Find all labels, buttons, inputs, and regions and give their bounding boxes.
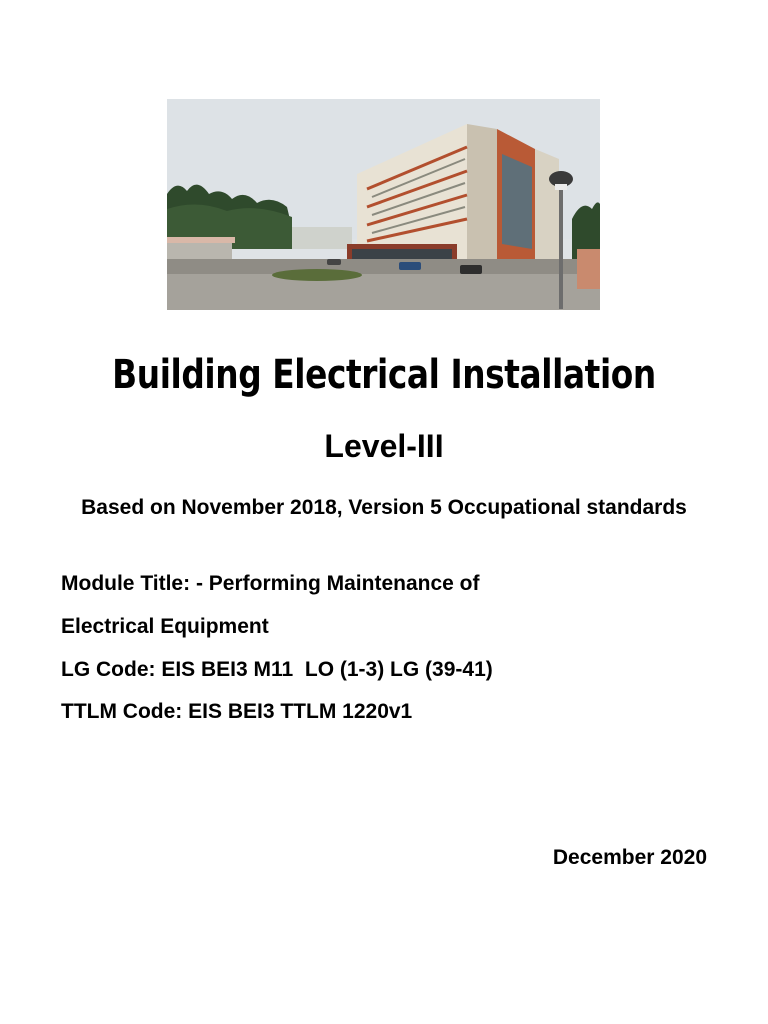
cover-photo — [167, 99, 600, 310]
ttlm-code: TTLM Code: EIS BEI3 TTLM 1220v1 — [61, 700, 413, 723]
occupational-standard-note: Based on November 2018, Version 5 Occupational standards — [81, 496, 687, 519]
level-heading: Level-III — [324, 428, 444, 464]
lg-code: LG Code: EIS BEI3 M11 LO (1-3) LG (39-41) — [61, 658, 493, 681]
module-title-line-2: Electrical Equipment — [61, 615, 269, 638]
building-photo — [167, 99, 600, 310]
document-title: Building Electrical Installation — [112, 352, 656, 398]
publication-date: December 2020 — [552, 846, 707, 869]
module-title-line-1: Module Title: - Performing Maintenance of — [61, 572, 480, 595]
